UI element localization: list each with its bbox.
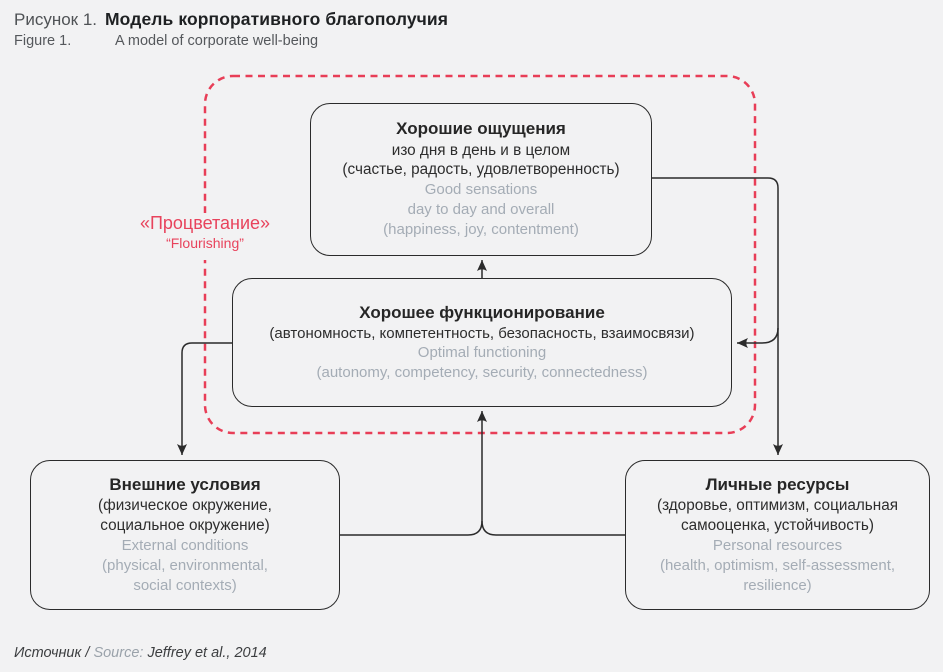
personal-resources-box bbox=[625, 460, 930, 610]
source-citation: Jeffrey et al., 2014 bbox=[147, 645, 267, 661]
box-line-ru: самооценка, устойчивость) bbox=[681, 516, 874, 534]
box-line-ru: (физическое окружение, bbox=[98, 497, 272, 515]
figure-number-ru: Рисунок 1. bbox=[14, 10, 98, 29]
figure-title-row-en bbox=[14, 33, 448, 49]
flourishing-label-ru: «Процветание» bbox=[139, 213, 271, 233]
box-line-en: External conditions bbox=[121, 536, 249, 554]
box-line-en: Optimal functioning bbox=[417, 344, 547, 362]
optimal-functioning-box bbox=[232, 278, 732, 407]
box-title: Внешние условия bbox=[109, 474, 261, 494]
external-conditions-box bbox=[30, 460, 340, 610]
good-sensations-box bbox=[310, 103, 652, 256]
box-line-en: social contexts) bbox=[133, 576, 237, 594]
source-line bbox=[14, 645, 267, 661]
box-line-ru: (счастье, радость, удовлетворенность) bbox=[342, 161, 620, 179]
box-line-ru: социальное окружение) bbox=[100, 516, 270, 534]
flourishing-label-en: “Flourishing” bbox=[166, 234, 244, 251]
figure-header bbox=[14, 9, 448, 49]
box-title: Хорошее функционирование bbox=[359, 302, 605, 322]
box-line-ru: (здоровье, оптимизм, социальная bbox=[656, 497, 899, 515]
figure-title-row-ru bbox=[14, 9, 448, 30]
flourishing-label bbox=[127, 213, 283, 260]
box-line-en: day to day and overall bbox=[407, 201, 555, 219]
arrow-functioning-to-external-conditions bbox=[182, 343, 232, 455]
arrow-branch-to-functioning bbox=[737, 328, 778, 343]
box-title: Хорошие ощущения bbox=[396, 119, 566, 139]
figure-title-en: A model of corporate well-being bbox=[115, 33, 319, 49]
box-line-ru: (автономность, компетентность, безопасность, взаимосвязи) bbox=[269, 324, 695, 342]
figure-number-en: Figure 1. bbox=[14, 33, 72, 49]
box-line-en: Good sensations bbox=[424, 181, 538, 199]
box-line-en: Personal resources bbox=[712, 536, 843, 554]
box-line-en: (physical, environmental, bbox=[102, 556, 268, 574]
bottom-connector-right-segment bbox=[482, 521, 625, 535]
box-line-ru: изо дня в день и в целом bbox=[391, 141, 571, 159]
box-line-en: (autonomy, competency, security, connectedness) bbox=[316, 364, 648, 382]
source-label-en: Source: bbox=[93, 645, 144, 661]
arrow-bottom-connector-to-functioning bbox=[340, 411, 482, 535]
box-line-en: resilience) bbox=[743, 576, 812, 594]
source-label-ru: Источник / bbox=[14, 645, 90, 661]
box-line-en: (happiness, joy, contentment) bbox=[383, 221, 579, 239]
box-line-en: (health, optimism, self-assessment, bbox=[659, 556, 896, 574]
figure-title-ru: Модель корпоративного благополучия bbox=[105, 9, 449, 29]
box-title: Личные ресурсы bbox=[705, 474, 850, 494]
